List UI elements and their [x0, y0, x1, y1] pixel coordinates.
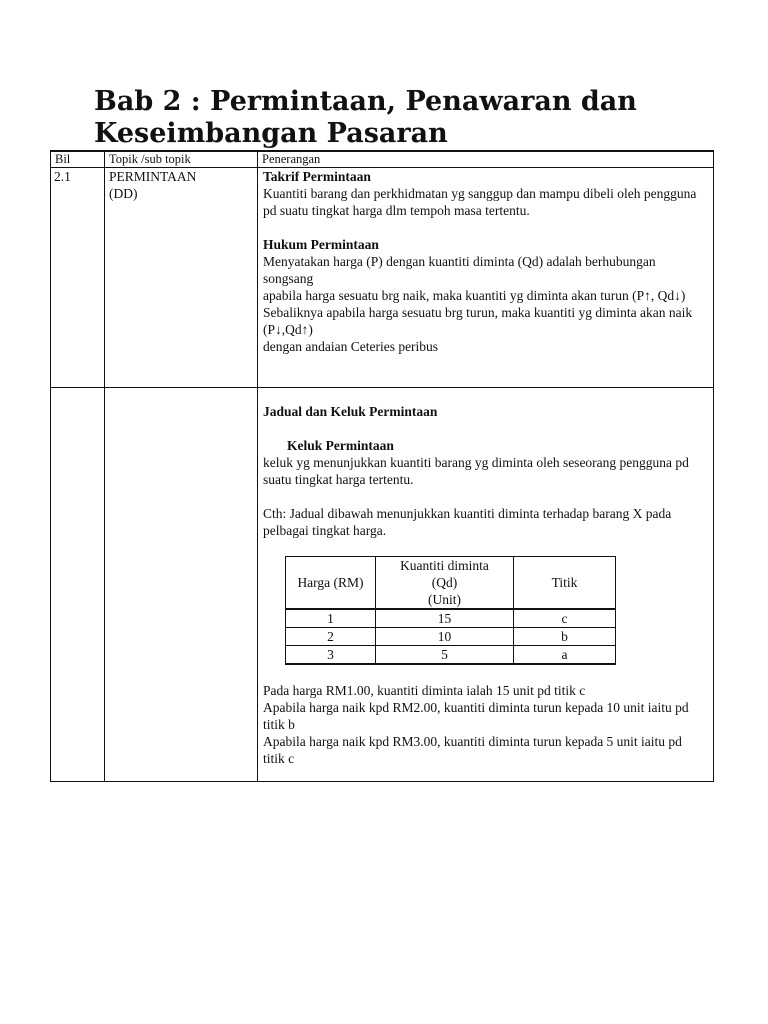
schedule-row — [286, 609, 616, 628]
schedule-cell-qd: 10 — [376, 628, 514, 646]
row1-topic — [105, 168, 258, 388]
example-text: Cth: Jadual dibawah menunjukkan kuantiti diminta terhadap barang X pada pelbagai tingkat harga. — [263, 506, 672, 538]
table-row — [51, 168, 714, 388]
hukum-text-3: Sebaliknya apabila harga sesuatu brg turun, maka kuantiti yg diminta akan naik (P↓,Qd↑) — [263, 305, 693, 337]
note-3: Apabila harga naik kpd RM3.00, kuantiti diminta turun kepada 5 unit iaitu pd titik c — [263, 734, 682, 766]
hukum-text-4: dengan andaian Ceteries peribus — [263, 339, 439, 354]
schedule-cell-titik: c — [514, 609, 616, 628]
hukum-heading: Hukum Permintaan — [263, 237, 379, 252]
schedule-cell-harga: 3 — [286, 646, 376, 665]
note-2: Apabila harga naik kpd RM2.00, kuantiti diminta turun kepada 10 unit iaitu pd titik b — [263, 700, 689, 732]
schedule-cell-harga: 1 — [286, 609, 376, 628]
notes-table — [50, 150, 714, 782]
keluk-text: keluk yg menunjukkan kuantiti barang yg diminta oleh seseorang pengguna pd suatu tingkat harga tertentu. — [263, 455, 689, 487]
takrif-heading: Takrif Permintaan — [263, 169, 371, 184]
demand-schedule-table — [285, 556, 616, 665]
header-topik: Topik /sub topik — [105, 151, 258, 168]
schedule-header-kuantiti-line2: (Qd) — [431, 575, 458, 590]
header-bil: Bil — [51, 151, 105, 168]
schedule-cell-titik: b — [514, 628, 616, 646]
page-title-line2: Keseimbangan Pasaran — [94, 118, 448, 149]
schedule-header-row — [286, 557, 616, 610]
schedule-cell-titik: a — [514, 646, 616, 665]
schedule-header-kuantiti — [376, 557, 514, 610]
header-penerangan: Penerangan — [258, 151, 714, 168]
table-row — [51, 388, 714, 782]
row1-topic-line2: (DD) — [109, 186, 138, 201]
schedule-header-kuantiti-line3: (Unit) — [428, 592, 461, 607]
schedule-cell-qd: 5 — [376, 646, 514, 665]
row1-topic-line1: PERMINTAAN — [109, 169, 197, 184]
row1-description — [258, 168, 714, 388]
keluk-heading: Keluk Permintaan — [287, 438, 394, 453]
row2-bil — [51, 388, 105, 782]
schedule-header-titik: Titik — [514, 557, 616, 610]
row1-bil: 2.1 — [51, 168, 105, 388]
schedule-row — [286, 646, 616, 665]
hukum-text-1: Menyatakan harga (P) dengan kuantiti diminta (Qd) adalah berhubungan songsang — [263, 254, 656, 286]
schedule-header-kuantiti-line1: Kuantiti diminta — [400, 558, 489, 573]
jadual-heading: Jadual dan Keluk Permintaan — [263, 404, 438, 419]
page-title-line1: Bab 2 : Permintaan, Penawaran dan — [94, 86, 637, 117]
takrif-text: Kuantiti barang dan perkhidmatan yg sanggup dan mampu dibeli oleh pengguna pd suatu tingkat harga dlm tempoh masa tertentu. — [263, 186, 697, 218]
schedule-cell-qd: 15 — [376, 609, 514, 628]
row2-description — [258, 388, 714, 782]
schedule-cell-harga: 2 — [286, 628, 376, 646]
schedule-header-harga: Harga (RM) — [286, 557, 376, 610]
schedule-row — [286, 628, 616, 646]
row2-topic — [105, 388, 258, 782]
note-1: Pada harga RM1.00, kuantiti diminta ialah 15 unit pd titik c — [263, 683, 586, 698]
table-header-row — [51, 151, 714, 168]
page-title — [94, 86, 734, 150]
hukum-text-2: apabila harga sesuatu brg naik, maka kuantiti yg diminta akan turun (P↑, Qd↓) — [263, 288, 686, 303]
